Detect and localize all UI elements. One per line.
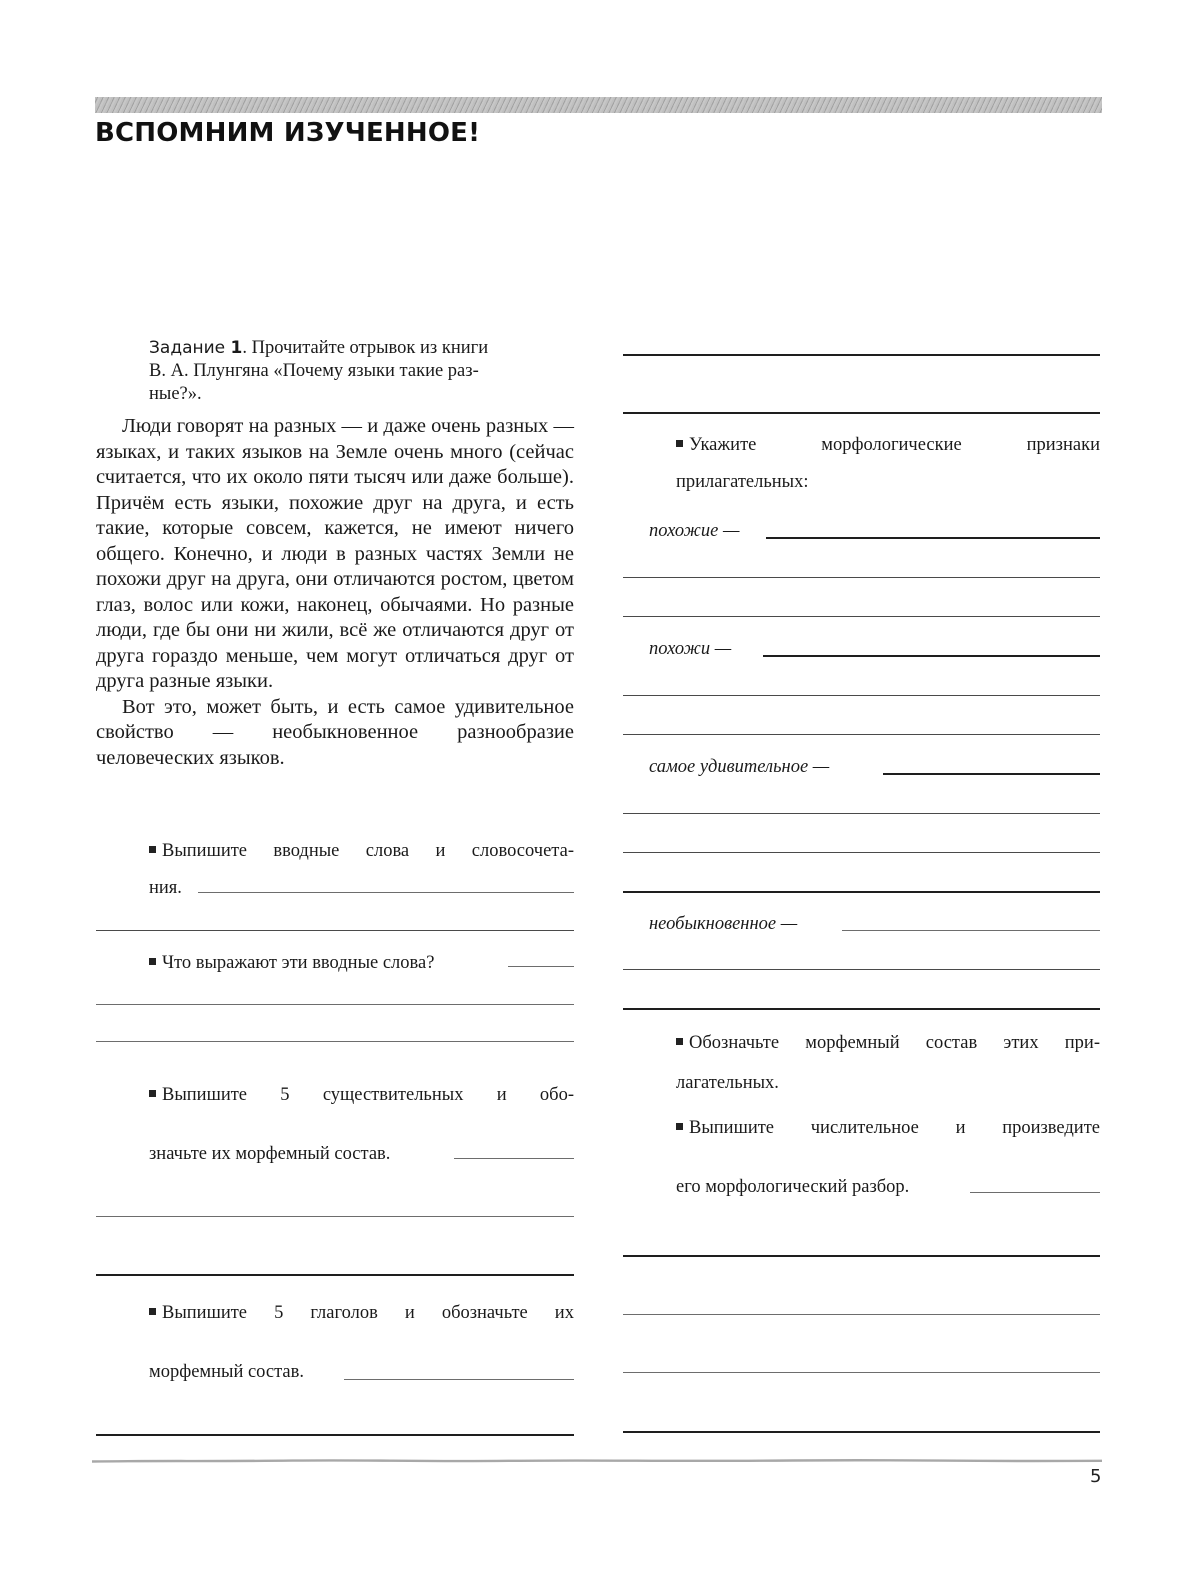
adjective-label-neobyknovennoe: необыкновенное — xyxy=(649,914,798,934)
answer-line[interactable] xyxy=(623,695,1100,696)
answer-line[interactable] xyxy=(623,1255,1100,1257)
task-number: 1 xyxy=(230,338,243,358)
question-1-word-4: и xyxy=(435,841,446,861)
question-6-word-2: морфемный xyxy=(805,1033,900,1053)
question-7-line-2: его морфологический разбор. xyxy=(676,1177,910,1197)
question-3-line-2: значьте их морфемный состав. xyxy=(149,1144,391,1164)
question-2 xyxy=(149,952,434,974)
bullet-icon xyxy=(149,958,156,965)
question-1-word-1: Выпишите xyxy=(149,840,247,862)
answer-line[interactable] xyxy=(96,1216,574,1217)
question-4-word-5: обозначьте xyxy=(441,1303,528,1323)
question-4-line-2: морфемный состав. xyxy=(149,1362,304,1382)
answer-line[interactable] xyxy=(623,577,1100,578)
answer-line[interactable] xyxy=(623,969,1100,970)
answer-line[interactable] xyxy=(623,1372,1100,1373)
answer-line[interactable] xyxy=(763,655,1100,657)
question-5-word-2: морфологические xyxy=(821,435,962,455)
answer-line[interactable] xyxy=(842,930,1100,931)
answer-line[interactable] xyxy=(766,537,1100,539)
question-1-word-5: словосочета- xyxy=(471,841,574,861)
task-label-text: Задание xyxy=(149,338,226,358)
question-3-word-1: Выпишите xyxy=(149,1084,247,1106)
task-intro xyxy=(149,337,574,406)
answer-line[interactable] xyxy=(623,354,1100,356)
question-6-word-4: этих xyxy=(1003,1033,1039,1053)
question-5-word-3: признаки xyxy=(1026,435,1100,455)
question-4-word-6: их xyxy=(554,1303,574,1323)
footer-wavy-rule xyxy=(92,1459,1102,1463)
adjective-label-pokhozhi: похожи — xyxy=(649,639,732,659)
answer-line[interactable] xyxy=(623,734,1100,735)
bullet-icon xyxy=(676,1038,683,1045)
question-4-word-4: и xyxy=(404,1303,415,1323)
adjective-label-pokhozhie: похожие — xyxy=(649,521,740,541)
question-7-word-4: произведите xyxy=(1002,1118,1100,1138)
question-6-line-2: лагательных. xyxy=(676,1073,779,1093)
answer-line[interactable] xyxy=(96,1004,574,1005)
bullet-icon xyxy=(149,846,156,853)
adjective-label-samoe-udivitelnoe: самое удивительное — xyxy=(649,757,830,777)
question-3-word-2: 5 xyxy=(280,1085,290,1105)
question-2-text: Что выражают эти вводные слова? xyxy=(162,953,435,973)
answer-line[interactable] xyxy=(623,891,1100,893)
passage-paragraph-2: Вот это, может быть, и есть самое удивительное свойство — необыкновенное разнообразие человеческих языков. xyxy=(96,695,574,769)
answer-line[interactable] xyxy=(96,930,574,931)
question-1-line-2: ния. xyxy=(149,878,182,898)
task-intro-line-3: ные?». xyxy=(149,384,202,404)
question-1-line-1 xyxy=(149,840,574,862)
question-6-word-1: Обозначьте xyxy=(676,1032,779,1054)
answer-line[interactable] xyxy=(198,892,574,893)
answer-line[interactable] xyxy=(623,1431,1100,1433)
answer-line[interactable] xyxy=(344,1379,574,1380)
page-number: 5 xyxy=(1090,1466,1102,1487)
answer-line[interactable] xyxy=(623,616,1100,617)
bullet-icon xyxy=(676,1123,683,1130)
question-4-word-1: Выпишите xyxy=(149,1302,247,1324)
question-7-word-1: Выпишите xyxy=(676,1117,774,1139)
question-3-word-4: и xyxy=(496,1085,507,1105)
question-3-word-5: обо- xyxy=(539,1085,574,1105)
bullet-icon xyxy=(149,1090,156,1097)
question-1-word-2: вводные xyxy=(273,841,340,861)
page-title: ВСПОМНИМ ИЗУЧЕННОЕ! xyxy=(95,118,481,148)
question-4-word-3: глаголов xyxy=(310,1303,378,1323)
answer-line[interactable] xyxy=(623,1314,1100,1315)
passage-paragraph-1: Люди говорят на разных — и даже очень разных — языках, и таких языков на Земле очень много (сейчас считается, что их около пяти тысяч или даже больше). Причём есть языки, похожие друг на друга, и есть такие, которые совсем, кажется, не имеют ничего общего. Конечно, и люди в разных частях Земли не похожи друг на друга, они отличаются ростом, цветом глаз, волос или кожи, наконец, обычаями. Но разные люди, где бы они ни жили, всё же отличаются друг от друга гораздо меньше, чем могут отличаться друг от друга разные языки. xyxy=(96,415,574,692)
answer-line[interactable] xyxy=(454,1158,574,1159)
question-7-word-2: числительное xyxy=(810,1118,919,1138)
answer-line[interactable] xyxy=(970,1192,1100,1193)
answer-line[interactable] xyxy=(623,813,1100,814)
question-5-line-2: прилагательных: xyxy=(676,472,809,492)
question-7-word-3: и xyxy=(955,1118,966,1138)
question-1-word-3: слова xyxy=(365,841,410,861)
bullet-icon xyxy=(676,440,683,447)
header-decorative-stripe xyxy=(95,97,1102,113)
question-6-word-3: состав xyxy=(925,1033,978,1053)
bullet-icon xyxy=(149,1308,156,1315)
reading-passage xyxy=(96,414,574,771)
question-7-line-1 xyxy=(676,1117,1100,1139)
answer-line[interactable] xyxy=(883,773,1100,775)
task-intro-line-2: В. А. Плунгяна «Почему языки такие раз- xyxy=(149,361,479,381)
answer-line[interactable] xyxy=(623,852,1100,853)
task-intro-line-1: . Прочитайте отрывок из книги xyxy=(242,338,489,358)
question-3-word-3: существительных xyxy=(322,1085,464,1105)
question-5-word-1: Укажите xyxy=(676,434,756,456)
question-4-word-2: 5 xyxy=(274,1303,284,1323)
answer-line[interactable] xyxy=(96,1041,574,1042)
answer-line[interactable] xyxy=(623,1008,1100,1010)
answer-line[interactable] xyxy=(96,1434,574,1436)
answer-line[interactable] xyxy=(508,966,574,967)
question-6-line-1 xyxy=(676,1032,1100,1054)
question-3-line-1 xyxy=(149,1084,574,1106)
question-5-line-1 xyxy=(676,434,1100,456)
task-label xyxy=(149,338,242,358)
answer-line[interactable] xyxy=(96,1274,574,1276)
answer-line[interactable] xyxy=(623,412,1100,414)
question-4-line-1 xyxy=(149,1302,574,1324)
question-6-word-5: при- xyxy=(1064,1033,1100,1053)
